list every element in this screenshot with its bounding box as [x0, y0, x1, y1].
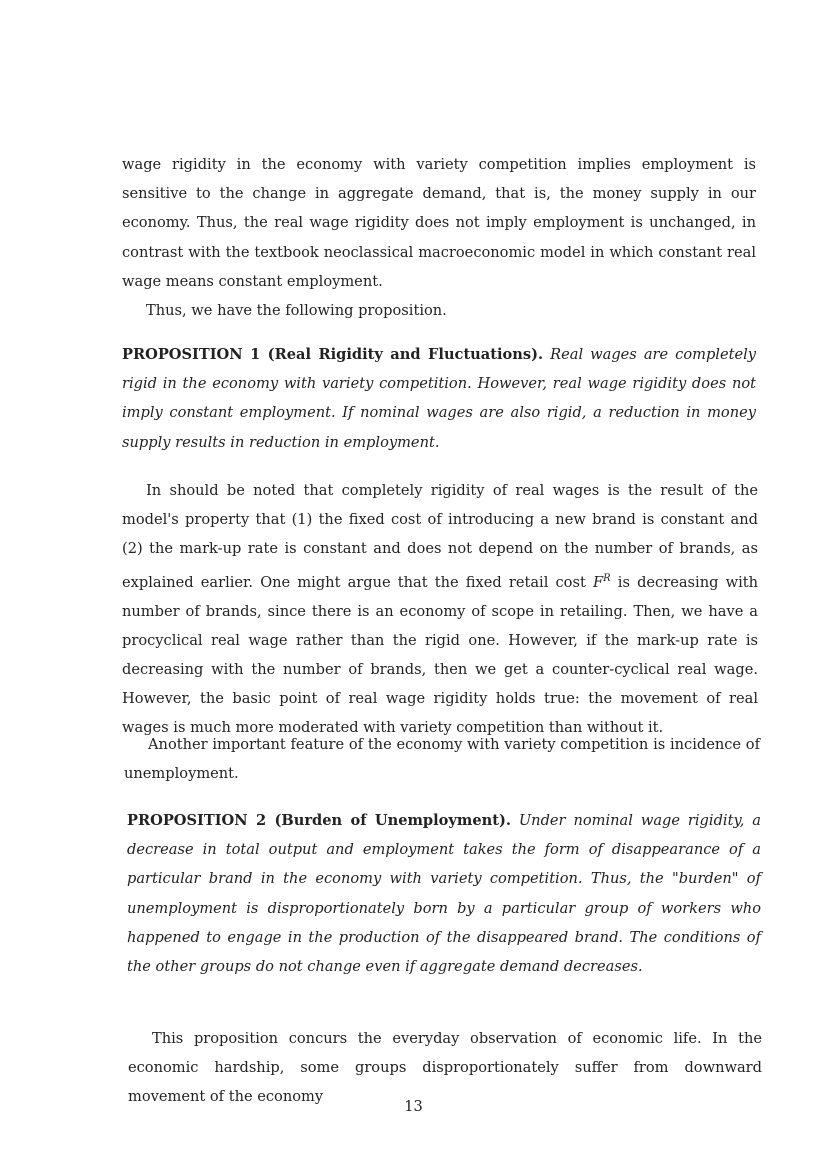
proposition-1: [122, 340, 756, 457]
paragraph-rigidity-note-rest: is decreasing with number of brands, since there is an economy of scope in retailing. Then, we have a procyclical real wage rather than the rigid one. However, if the mark-up rate is decreasing with the number of brands, then we get a counter-cyclical real wage. However, the basic point of real wage rigidity holds true: the movement of real wages is much more moderated with variety competition than without it.: [122, 573, 758, 737]
paragraph-rigidity-note-start: In should be noted that completely rigidity of real wages is the result of the model's property that (1) the fixed cost of introducing a new brand is constant and (2) the mark-up rate is constant and does not depend on the number of brands, as explained earlier. One might argue that the fixed retail cost: [122, 482, 758, 591]
page-number: 13: [404, 1098, 423, 1115]
proposition-1-heading: PROPOSITION 1 (Real Rigidity and Fluctuations).: [122, 346, 544, 363]
proposition-1-body: Real wages are completely rigid in the economy with variety competition. However, real wage rigidity does not imply constant employment. If nominal wages are also rigid, a reduction in money supply results in reduction in employment.: [122, 346, 757, 451]
proposition-2: [127, 806, 761, 981]
retail-cost-symbol: F: [592, 573, 604, 591]
proposition-2-heading: PROPOSITION 2 (Burden of Unemployment).: [127, 812, 511, 829]
paragraph-following-proposition: Thus, we have the following proposition.: [146, 302, 447, 319]
proposition-2-body: Under nominal wage rigidity, a decrease in total output and employment takes the form of disappearance of a particular brand in the economy with variety competition. Thus, the "burden" of unemployment is disproportionately born by a particular group of workers who happened to engage in the production of the disappeared brand. The conditions of the other groups do not change even if aggregate demand decreases.: [127, 812, 762, 976]
retail-cost-superscript: R: [603, 572, 611, 584]
paragraph-incidence-of-unemployment: Another important feature of the economy with variety competition is incidence of unemployment.: [124, 736, 760, 783]
paragraph-wage-rigidity: wage rigidity in the economy with variety competition implies employment is sensitive to the change in aggregate demand, that is, the money supply in our economy. Thus, the real wage rigidity does not imply employment is unchanged, in contrast with the textbook neoclassical macroeconomic model in which constant real wage means constant employment.: [122, 156, 756, 290]
paragraph-everyday-observation: This proposition concurs the everyday observation of economic life. In the economic hardship, some groups disproportionately suffer from downward movement of the economy: [128, 1030, 762, 1106]
paragraph-rigidity-note: [122, 476, 758, 743]
